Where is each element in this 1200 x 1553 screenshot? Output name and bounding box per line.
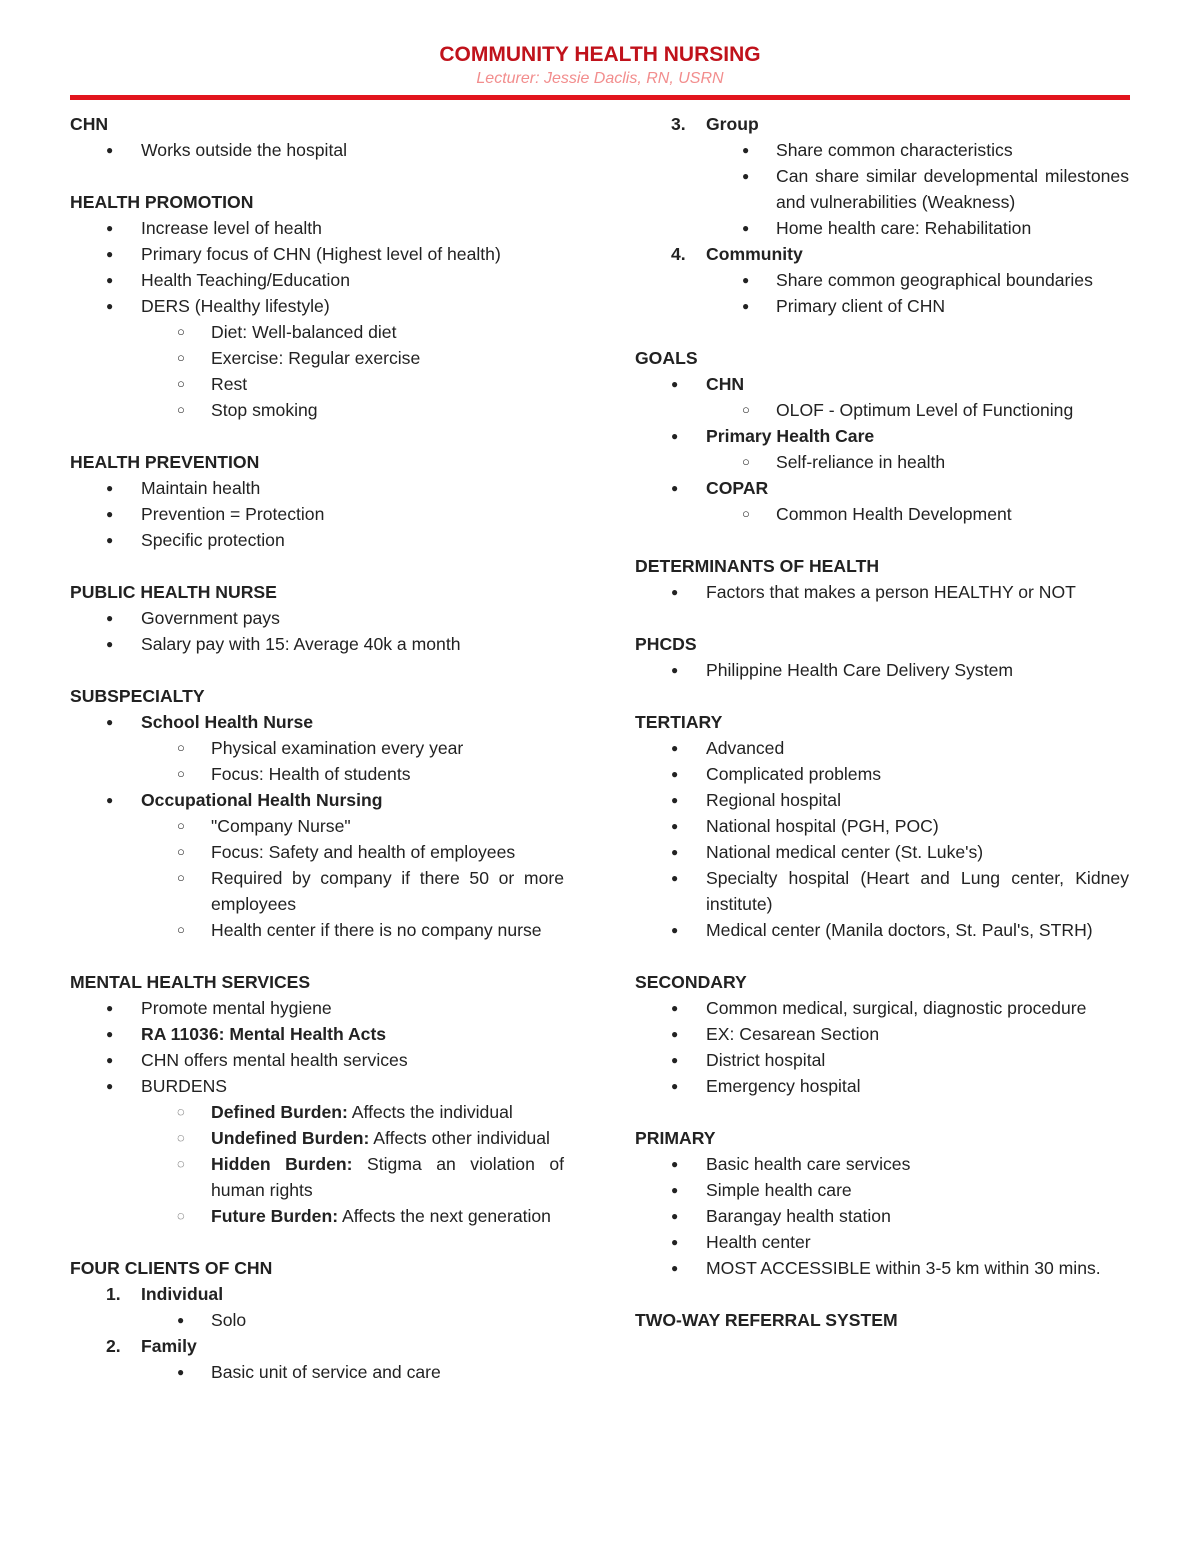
list-item: ● Maintain health xyxy=(70,475,564,501)
section-heading: CHN xyxy=(70,114,109,134)
numbered-item xyxy=(70,1281,564,1307)
section-goals xyxy=(635,345,1129,527)
list-item: ● Salary pay with 15: Average 40k a month xyxy=(70,631,564,657)
sub-list-item: ○ Stop smoking xyxy=(70,397,564,423)
list-item: ● Specific protection xyxy=(70,527,564,553)
list-item: ● Regional hospital xyxy=(635,787,1129,813)
item-number: 3. xyxy=(671,114,686,134)
section-public-health-nurse xyxy=(70,579,564,657)
sub-list-item: ● Basic unit of service and care xyxy=(70,1359,564,1385)
bullet-list xyxy=(635,735,1129,943)
section-heading: PRIMARY xyxy=(635,1128,716,1148)
section-heading: PHCDS xyxy=(635,634,697,654)
sub-list-item: ● Solo xyxy=(70,1307,564,1333)
item-number: 2. xyxy=(106,1336,121,1356)
right-column xyxy=(635,111,1129,1359)
section-heading: TWO-WAY REFERRAL SYSTEM xyxy=(635,1310,898,1330)
item-number: 4. xyxy=(671,244,686,264)
burden-term: Undefined Burden: xyxy=(211,1128,370,1148)
section-heading: FOUR CLIENTS OF CHN xyxy=(70,1258,273,1278)
list-item: ● Complicated problems xyxy=(635,761,1129,787)
list-item: ● DERS (Healthy lifestyle) xyxy=(70,293,564,319)
sub-list-item: ○ Diet: Well-balanced diet xyxy=(70,319,564,345)
numbered-item xyxy=(635,241,1129,267)
document-title: COMMUNITY HEALTH NURSING xyxy=(439,43,761,66)
section-heading: HEALTH PROMOTION xyxy=(70,192,254,212)
section-heading: SECONDARY xyxy=(635,972,747,992)
sub-list-item: ○ Rest xyxy=(70,371,564,397)
list-item: ● Works outside the hospital xyxy=(70,137,564,163)
list-item: ● National hospital (PGH, POC) xyxy=(635,813,1129,839)
list-item: ● National medical center (St. Luke's) xyxy=(635,839,1129,865)
section-two-way-referral xyxy=(635,1307,1129,1333)
bullet-list xyxy=(635,371,1129,527)
list-item: ● Primary Health Care xyxy=(635,423,1129,449)
list-item: ● Government pays xyxy=(70,605,564,631)
list-item: ● Emergency hospital xyxy=(635,1073,1129,1099)
sub-list-item: ○ Health center if there is no company nurse xyxy=(70,917,564,943)
section-heading: GOALS xyxy=(635,348,698,368)
section-heading: PUBLIC HEALTH NURSE xyxy=(70,582,277,602)
section-determinants xyxy=(635,553,1129,605)
section-heading: MENTAL HEALTH SERVICES xyxy=(70,972,311,992)
section-health-prevention xyxy=(70,449,564,553)
section-heading: HEALTH PREVENTION xyxy=(70,452,260,472)
list-item: ● EX: Cesarean Section xyxy=(635,1021,1129,1047)
list-item: ● Specialty hospital (Heart and Lung center, Kidney institute) xyxy=(635,865,1129,917)
bullet-list xyxy=(70,137,564,163)
list-item: ● CHN offers mental health services xyxy=(70,1047,564,1073)
list-item: ● Prevention = Protection xyxy=(70,501,564,527)
list-item: ● Primary focus of CHN (Highest level of health) xyxy=(70,241,564,267)
sub-list-item: ● Home health care: Rehabilitation xyxy=(635,215,1129,241)
list-item: ● Basic health care services xyxy=(635,1151,1129,1177)
section-heading: DETERMINANTS OF HEALTH xyxy=(635,556,880,576)
list-item: ● Promote mental hygiene xyxy=(70,995,564,1021)
sub-list-item: ○ Self-reliance in health xyxy=(635,449,1129,475)
list-item: ● Health center xyxy=(635,1229,1129,1255)
sub-list-item: ○ Exercise: Regular exercise xyxy=(70,345,564,371)
bullet-list xyxy=(635,579,1129,605)
list-item: ● CHN xyxy=(635,371,1129,397)
list-item: ● Advanced xyxy=(635,735,1129,761)
list-item: ● MOST ACCESSIBLE within 3-5 km within 30 mins. xyxy=(635,1255,1129,1281)
list-item: ● Philippine Health Care Delivery System xyxy=(635,657,1129,683)
left-column xyxy=(70,111,564,1411)
section-mental-health-services xyxy=(70,969,564,1229)
sub-list-item xyxy=(70,1151,564,1203)
sub-list-item: ● Share common characteristics xyxy=(635,137,1129,163)
bullet-list xyxy=(635,1151,1129,1281)
list-item: ● Medical center (Manila doctors, St. Paul's, STRH) xyxy=(635,917,1129,943)
section-subspecialty xyxy=(70,683,564,943)
list-item: ● Common medical, surgical, diagnostic procedure xyxy=(635,995,1129,1021)
list-item: ● Increase level of health xyxy=(70,215,564,241)
burden-term: Future Burden: xyxy=(211,1206,339,1226)
document-header xyxy=(70,42,1130,89)
list-item: ● School Health Nurse xyxy=(70,709,564,735)
list-item: ● COPAR xyxy=(635,475,1129,501)
section-heading: TERTIARY xyxy=(635,712,723,732)
sub-list-item xyxy=(70,1203,564,1229)
list-item: ● Simple health care xyxy=(635,1177,1129,1203)
numbered-list xyxy=(70,1281,564,1385)
section-secondary xyxy=(635,969,1129,1099)
list-item: ● RA 11036: Mental Health Acts xyxy=(70,1021,564,1047)
item-label: Individual xyxy=(141,1284,224,1304)
item-label: Community xyxy=(706,244,803,264)
sub-list-item: ○ "Company Nurse" xyxy=(70,813,564,839)
sub-list-item: ● Share common geographical boundaries xyxy=(635,267,1129,293)
list-item: ● Factors that makes a person HEALTHY or NOT xyxy=(635,579,1129,605)
section-tertiary xyxy=(635,709,1129,943)
sub-list-item: ○ Common Health Development xyxy=(635,501,1129,527)
burden-term: Defined Burden: xyxy=(211,1102,348,1122)
section-heading: SUBSPECIALTY xyxy=(70,686,205,706)
header-rule xyxy=(70,95,1130,100)
bullet-list xyxy=(635,657,1129,683)
numbered-item xyxy=(70,1333,564,1359)
item-number: 1. xyxy=(106,1284,121,1304)
bullet-list xyxy=(70,709,564,943)
sub-list-item: ○ OLOF - Optimum Level of Functioning xyxy=(635,397,1129,423)
lecturer-line: Lecturer: Jessie Daclis, RN, USRN xyxy=(476,70,724,87)
numbered-list xyxy=(635,111,1129,319)
sub-list-item: ○ Required by company if there 50 or more employees xyxy=(70,865,564,917)
sub-list-item: ○ Focus: Safety and health of employees xyxy=(70,839,564,865)
burden-desc: Affects the next generation xyxy=(338,1206,551,1226)
burden-desc: Stigma an violation of human rights xyxy=(211,1154,564,1200)
sub-list-item xyxy=(70,1125,564,1151)
item-label: Group xyxy=(706,114,759,134)
item-label: Family xyxy=(141,1336,197,1356)
section-phcds xyxy=(635,631,1129,683)
burden-desc: Affects other individual xyxy=(369,1128,550,1148)
section-primary xyxy=(635,1125,1129,1281)
bullet-list xyxy=(70,995,564,1229)
list-item: ● District hospital xyxy=(635,1047,1129,1073)
sub-list-item xyxy=(70,1099,564,1125)
bullet-list xyxy=(70,475,564,553)
burden-term: Hidden Burden: xyxy=(211,1154,353,1174)
sub-list-item: ○ Focus: Health of students xyxy=(70,761,564,787)
list-item: ● Barangay health station xyxy=(635,1203,1129,1229)
bullet-list xyxy=(635,995,1129,1099)
list-item: ● BURDENS xyxy=(70,1073,564,1099)
section-health-promotion xyxy=(70,189,564,423)
sub-list-item: ● Can share similar developmental milestones and vulnerabilities (Weakness) xyxy=(635,163,1129,215)
bullet-list xyxy=(70,215,564,423)
sub-list-item: ○ Physical examination every year xyxy=(70,735,564,761)
burden-desc: Affects the individual xyxy=(347,1102,513,1122)
sub-list-item: ● Primary client of CHN xyxy=(635,293,1129,319)
section-clients-continued xyxy=(635,111,1129,319)
section-chn xyxy=(70,111,564,163)
section-four-clients xyxy=(70,1255,564,1385)
numbered-item xyxy=(635,111,1129,137)
list-item: ● Occupational Health Nursing xyxy=(70,787,564,813)
list-item: ● Health Teaching/Education xyxy=(70,267,564,293)
bullet-list xyxy=(70,605,564,657)
